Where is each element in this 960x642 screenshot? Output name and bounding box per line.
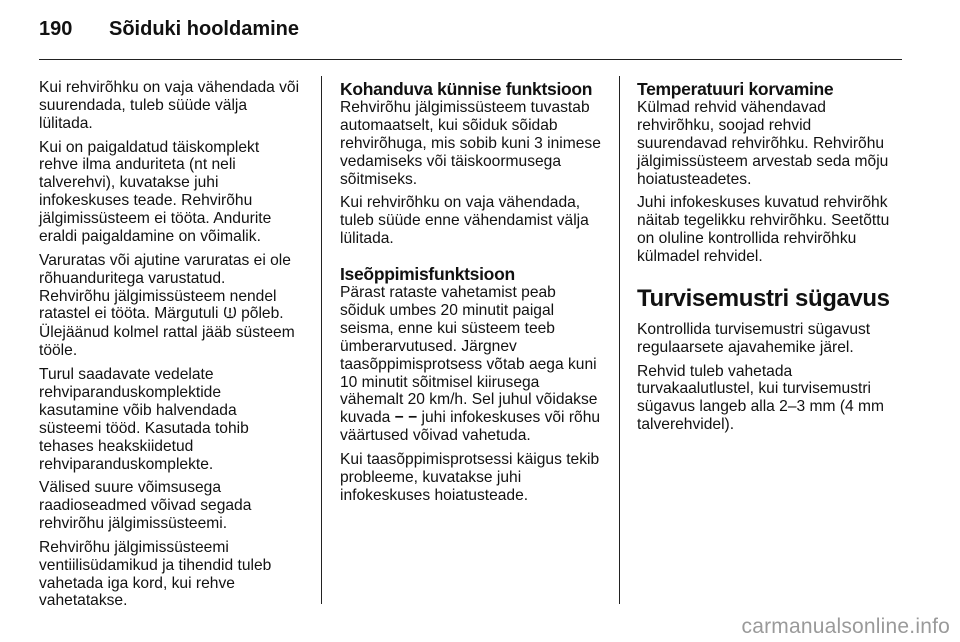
column-divider-2 [619,76,620,604]
dash-display-symbol: − − [394,409,418,427]
column-3 [637,79,907,440]
paragraph: Rehvid tuleb vahetada turvakaalutlustel, kui turvisemustri sügavus langeb alla 2–3 mm (4 mm talverehvidel). [637,362,885,434]
paragraph: Rehvirõhu jälgimissüsteemi ventiilisüdamikud ja tihendid tuleb vahetada iga kord, kui rehve vahetatakse. [39,538,272,610]
paragraph-text: põleb. Ülejäänud kolmel rattal jääb süsteem tööle. [39,305,295,360]
section-title: Turvisemustri sügavus [637,284,890,312]
watermark: carmanualsonline.info [741,615,950,638]
paragraph: Kui on paigaldatud täiskomplekt rehve ilma anduriteta (nt neli talverehvi), kuvatakse juhi infokeskuses teade. Rehvirõhu jälgimissüsteem ei tööta. Andurite eraldi paigaldamine on võimalik. [39,138,272,246]
paragraph: Kui rehvirõhku on vaja vähendada, tuleb süüde enne vähendamist välja lülitada. [340,194,589,248]
paragraph: Turul saadavate vedelate rehviparanduskomplektide kasutamine võib halvendada süsteemi tööd. Kasutada tohib tehases heakskiidetud rehviparanduskomplekte. [39,365,249,473]
column-1 [39,79,311,616]
paragraph: Rehvirõhu jälgimissüsteem tuvastab automaatselt, kui sõiduk sõidab rehvirõhuga, mis sobib kuni 3 inimese vedamiseks või täiskoormusega sõitmiseks. [340,99,601,188]
section-heading: Iseõppimisfunktsioon [340,264,515,285]
paragraph: Kui rehvirõhku on vaja vähendada või suurendada, tuleb süüde välja lülitada. [39,79,300,132]
paragraph-text: Pärast rataste vahetamist peab sõiduk umbes 20 minutit paigal seisma, enne kui süsteem teeb ümberarvutused. Järgnev taasõppimisprotsess võtab aega kuni 10 minutit sõitmisel kiirusega vähemalt 20 km/h. Sel juhul võidakse kuvada [340,284,598,427]
paragraph: Juhi infokeskuses kuvatud rehvirõhk näitab tegelikku rehvirõhku. Seetõttu on oluline kontrollida rehvirõhku külmadel rehvidel. [637,194,890,266]
paragraph: Külmad rehvid vähendavad rehvirõhku, soojad rehvid suurendavad rehvirõhku. Rehvirõhu jälgimissüsteem arvestab seda mõju hoiatusteadetes. [637,99,889,188]
page-number: 190 [39,18,73,40]
paragraph-text: Varuratas või ajutine varuratas ei ole rõhuanduritega varustatud. Rehvirõhu jälgimissüsteem nendel ratastel ei tööta. Märgutuli [39,251,291,323]
section-heading: Temperatuuri korvamine [637,79,834,99]
paragraph: Välised suure võimsusega raadioseadmed võivad segada rehvirõhu jälgimissüsteemi. [39,479,252,533]
paragraph: Kui taasõppimisprotsessi käigus tekib probleeme, kuvatakse juhi infokeskuses hoiatusteade. [340,451,600,504]
paragraph-with-icon [39,252,311,360]
paragraph: Kontrollida turvisemustri sügavust regulaarsete ajavahemike järel. [637,320,871,356]
page-header [39,18,299,48]
section-heading: Kohanduva künnise funktsioon [340,79,593,99]
chapter-title: Sõiduki hooldamine [109,18,300,40]
header-rule [39,59,902,60]
paragraph-with-symbol [340,284,604,445]
tire-pressure-warning-icon [223,305,237,324]
paragraph-text: juhi infokeskuses või rõhu väärtused võivad vahetuda. [340,409,601,445]
column-divider-1 [321,76,322,604]
column-2 [340,79,604,511]
